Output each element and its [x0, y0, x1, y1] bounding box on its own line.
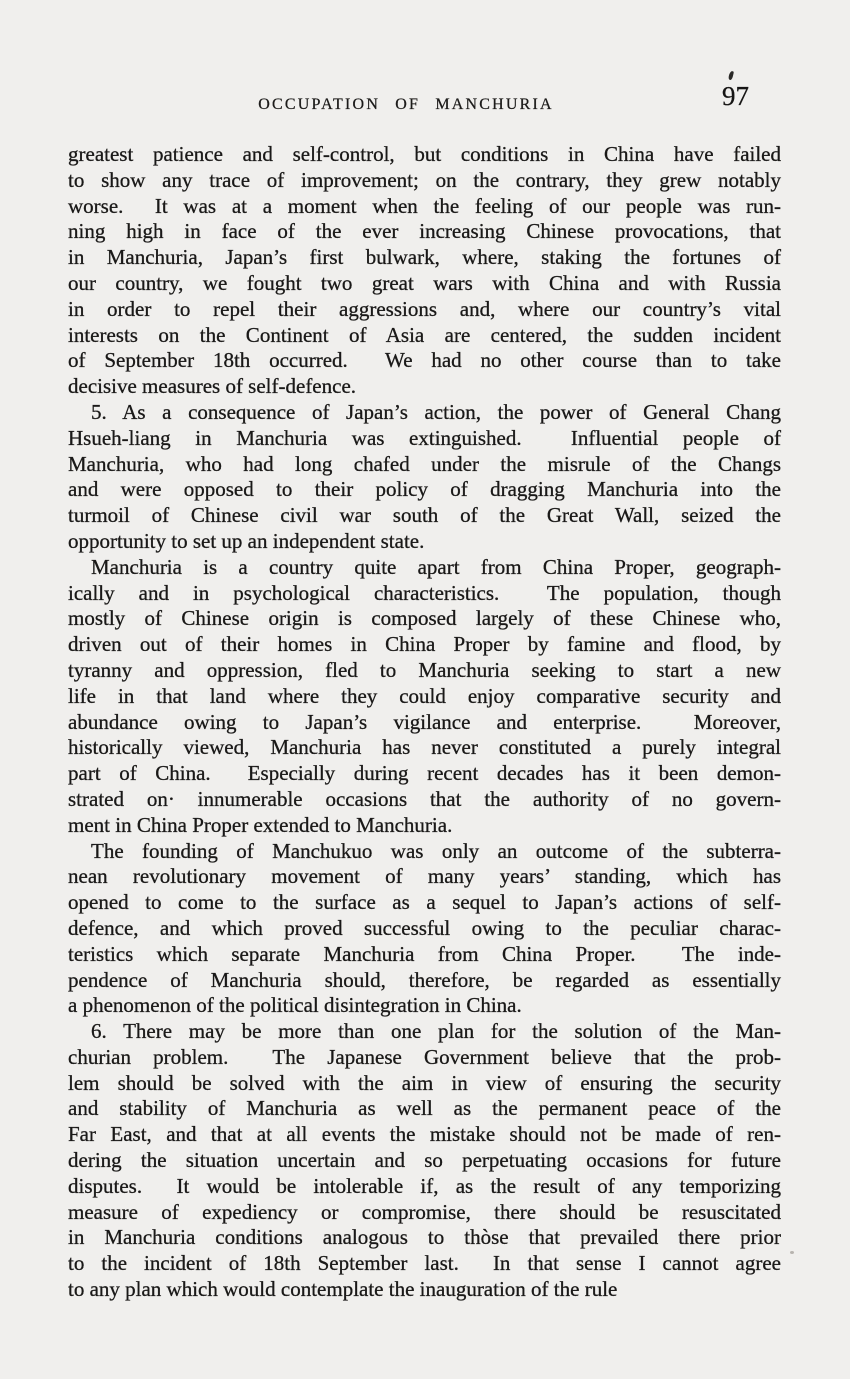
text-line: 6. There may be more than one plan for the solution of the Man- [91, 1019, 781, 1044]
margin-speck [790, 1251, 794, 1254]
text-line: of September 18th occurred. We had no other course than to take [68, 348, 781, 373]
text-line: mostly of Chinese origin is composed largely of these Chinese who, [68, 606, 781, 631]
text-line: pendence of Manchuria should, therefore, be regarded as essentially [68, 967, 781, 992]
page-body [68, 142, 781, 1303]
text-line: defence, and which proved successful owing to the peculiar charac- [68, 915, 781, 940]
ink-speck [728, 71, 734, 81]
page-number: 97 [722, 81, 749, 111]
text-line: Hsueh-liang in Manchuria was extinguished. Influential people of [68, 425, 781, 450]
text-line: historically viewed, Manchuria has never constituted a purely integral [68, 735, 781, 760]
text-line: to show any trace of improvement; on the contrary, they grew notably [68, 167, 781, 192]
running-title: OCCUPATION OF MANCHURIA [258, 96, 554, 113]
text-line: part of China. Especially during recent decades has it been demon- [68, 761, 781, 786]
text-line: in Manchuria conditions analogous to thòse that prevailed there prior [68, 1225, 781, 1250]
text-line: our country, we fought two great wars with China and with Russia [68, 270, 781, 295]
text-line: The founding of Manchukuo was only an outcome of the subterra- [91, 838, 781, 863]
text-line: decisive measures of self-defence. [68, 374, 357, 399]
text-line: opportunity to set up an independent state. [68, 528, 425, 553]
text-line: driven out of their homes in China Proper by famine and flood, by [68, 632, 781, 657]
text-line: lem should be solved with the aim in view of ensuring the security [68, 1070, 781, 1095]
text-line: in order to repel their aggressions and, where our country’s vital [68, 296, 781, 321]
text-line: worse. It was at a moment when the feeling of our people was run- [68, 193, 781, 218]
text-line: ically and in psychological characteristics. The population, though [68, 580, 781, 605]
text-line: Manchuria is a country quite apart from China Proper, geograph- [91, 554, 781, 579]
text-line: ning high in face of the ever increasing Chinese provocations, that [68, 219, 781, 244]
text-line: turmoil of Chinese civil war south of the Great Wall, seized the [68, 503, 781, 528]
text-line: opened to come to the surface as a sequel to Japan’s actions of self- [68, 890, 781, 915]
text-line: tyranny and oppression, fled to Manchuria seeking to start a new [68, 657, 781, 682]
text-line: ment in China Proper extended to Manchuria. [68, 812, 453, 837]
text-line: measure of expediency or compromise, there should be resuscitated [68, 1199, 781, 1224]
text-line: life in that land where they could enjoy comparative security and [68, 683, 781, 708]
text-line: and were opposed to their policy of dragging Manchuria into the [68, 477, 781, 502]
text-line: interests on the Continent of Asia are centered, the sudden incident [68, 322, 781, 347]
text-line: a phenomenon of the political disintegration in China. [68, 993, 522, 1018]
text-line: teristics which separate Manchuria from China Proper. The inde- [68, 941, 781, 966]
text-line: abundance owing to Japan’s vigilance and enterprise. Moreover, [68, 709, 781, 734]
text-line: nean revolutionary movement of many years’ standing, which has [68, 864, 781, 889]
text-line: churian problem. The Japanese Government believe that the prob- [68, 1044, 781, 1069]
text-line: to any plan which would contemplate the inauguration of the rule [68, 1277, 618, 1302]
text-line: Far East, and that at all events the mistake should not be made of ren- [68, 1122, 781, 1147]
text-line: and stability of Manchuria as well as the permanent peace of the [68, 1096, 781, 1121]
text-line: to the incident of 18th September last. In that sense I cannot agree [68, 1251, 781, 1276]
text-line: disputes. It would be intolerable if, as the result of any temporizing [68, 1173, 781, 1198]
text-line: greatest patience and self-control, but conditions in China have failed [68, 142, 781, 166]
text-line: in Manchuria, Japan’s first bulwark, where, staking the fortunes of [68, 245, 781, 270]
text-line: Manchuria, who had long chafed under the misrule of the Changs [68, 451, 781, 476]
text-line: strated on· innumerable occasions that the authority of no govern- [68, 786, 781, 811]
text-line: 5. As a consequence of Japan’s action, the power of General Chang [91, 399, 781, 424]
text-line: dering the situation uncertain and so perpetuating occasions for future [68, 1148, 781, 1173]
